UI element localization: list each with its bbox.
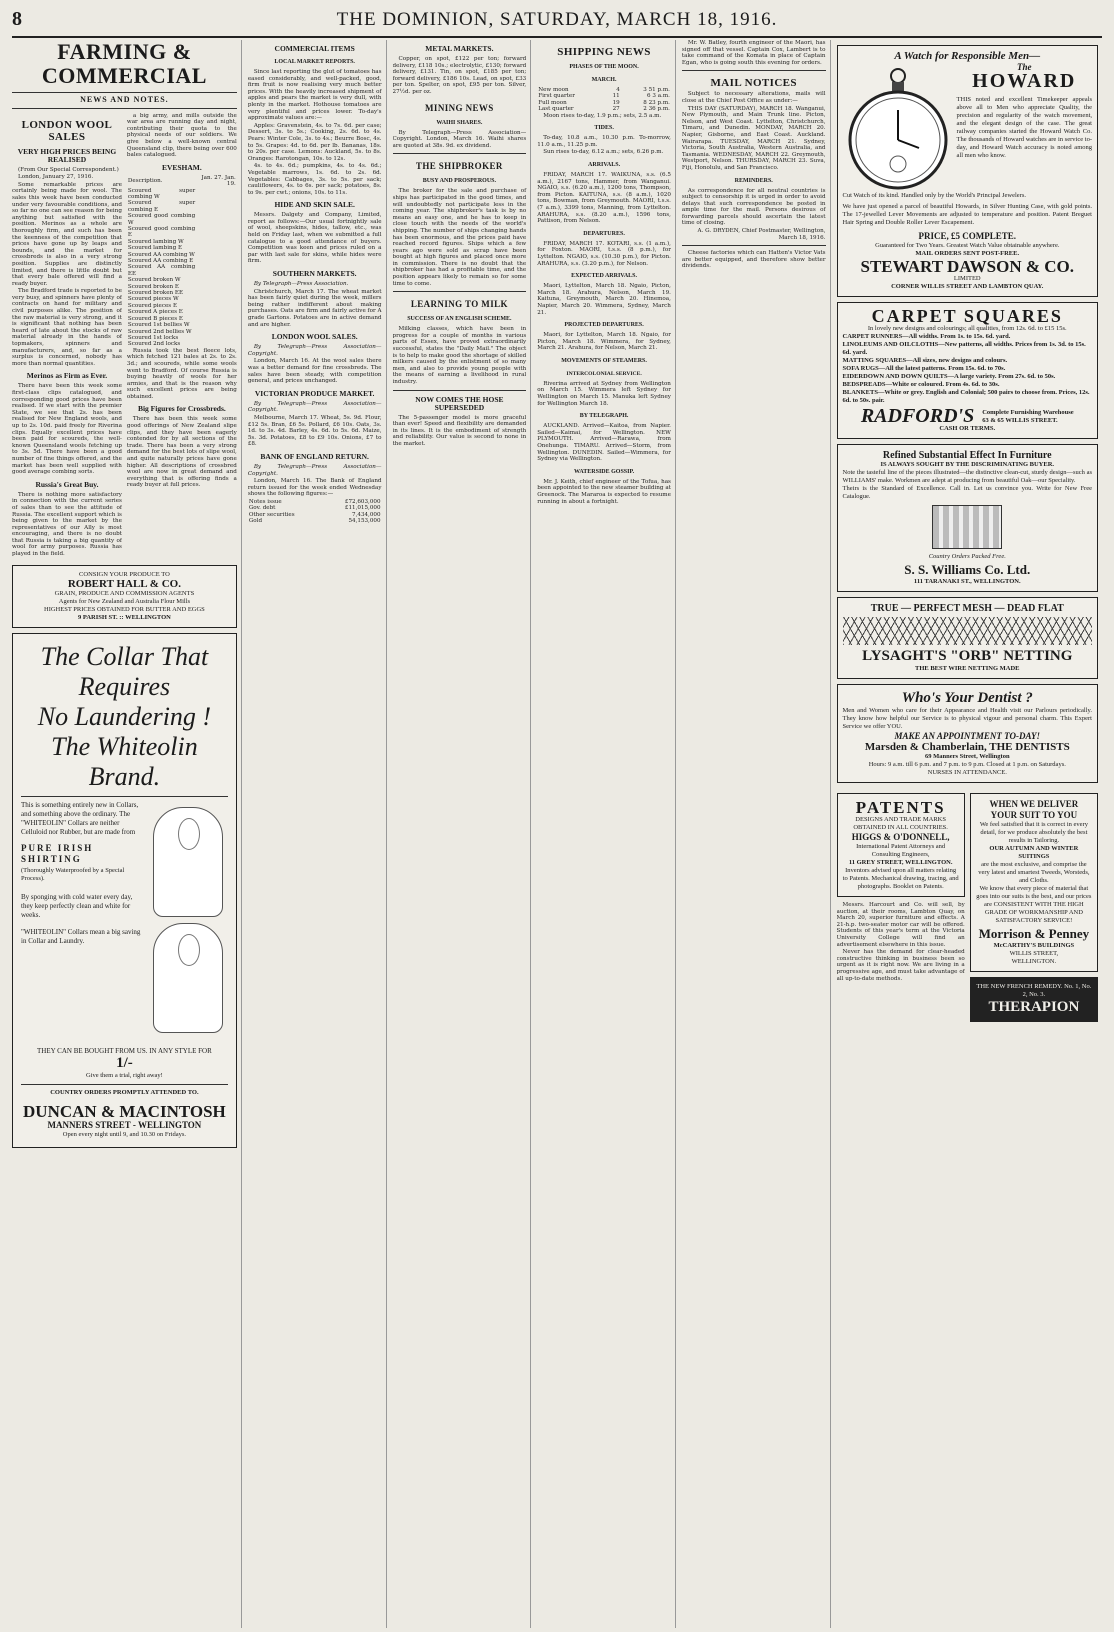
tides-body: To-day, 10.8 a.m., 10.30 p.m. To-morrow, 11.0 a.m., 11.25 p.m.: [537, 135, 671, 148]
adverts-column: [837, 40, 1102, 1628]
carpet-intro: In lovely new designs and colourings; all qualities, from 12s. 6d. to £15 15s.: [867, 325, 1067, 332]
moon-time: 6 3 a.m.: [647, 93, 670, 100]
hides-headline: HIDE AND SKIN SALE.: [274, 200, 355, 210]
carpet-line-1: CARPET RUNNERS—All widths. From 1s. to 15s. 6d. yard.: [842, 333, 1011, 340]
tailor-place: McCARTHY'S BUILDINGS: [993, 942, 1075, 949]
howard-the: The: [1017, 62, 1032, 72]
dentist-nurses: NURSES IN ATTENDANCE.: [927, 769, 1007, 776]
furniture-address: 111 TARANAKI ST., WELLINGTON.: [913, 578, 1021, 585]
tailor-city: WELLINGTON.: [1011, 958, 1057, 965]
furniture-country: Country Orders Packed Free.: [928, 553, 1006, 560]
column-2: [248, 40, 387, 1628]
bank-row-label: Other securities: [248, 511, 295, 518]
bank-row: [248, 518, 382, 524]
patents-line-2: International Patent Attorneys and Consulting Engineers,: [856, 843, 946, 858]
bank-row-label: Gov. debt: [248, 505, 276, 512]
victorian-body: Melbourne, March 17. Wheat, 5s. 9d. Flour, £12 5s. Bran, £6 5s. Pollard, £6 10s. Oats, 3s. 1d. to 3s. 4d. Barley, 4s. 6d. to 5s. 6d. Maize, 5s. 3d. Potatoes, £8 to £9 10s. Onions, £7 to £8.: [247, 414, 382, 448]
wool-sales-article: [12, 113, 122, 559]
collar-title-3: The Whiteolin Brand.: [51, 731, 198, 791]
furniture-sub: IS ALWAYS SOUGHT BY THE DISCRIMINATING BUYER.: [880, 461, 1055, 468]
howard-company: STEWART DAWSON & CO.: [860, 257, 1075, 276]
wool-row-label: Scoured broken W: [127, 277, 181, 284]
carpet-line-2: LINOLEUMS AND OILCLOTHS—New patterns, all widths. Prices from 1s. 3d. to 15s. 6d. yard.: [842, 341, 1086, 356]
carpet-line-3: MATTING SQUARES—All sizes, new designs and colours.: [842, 357, 1008, 364]
col6-news-never: Never has the demand for clear-headed constructive thinking in business been so urgent as it is right now. We are living in a progressive age, and must take advantage of all up-to-date methods.: [836, 949, 965, 982]
departures-headline: DEPARTURES.: [583, 230, 625, 237]
local-reports-subhead: LOCAL MARKET REPORTS.: [274, 59, 355, 65]
bank-row-value: 54,153,000: [348, 518, 381, 525]
howard-corner: CORNER WILLIS STREET AND LAMBTON QUAY.: [891, 283, 1044, 290]
cheese-body: Cheese factories which can Hatten's Victor Vats are better equipped, and therefore show better dividends.: [681, 250, 826, 270]
london-wool-headline: LONDON WOOL SALES.: [271, 332, 358, 342]
howard-range: We have just opened a parcel of beautiful Howards, in Silver Hunting Case, with gold points. The 17-jewelled Lever Movements are adjusted to temperature and position. Patent Breguet Hair Spring and Double Roller Lever Escapement.: [842, 203, 1092, 226]
tailor-range: OUR AUTUMN AND WINTER SUITINGS: [989, 845, 1079, 860]
mining-body: By Telegraph—Press Association—Copyright. London, March 16. Waihi shares are quoted at 38s. 9d. ex dividend.: [392, 129, 527, 149]
pocket-watch-icon: [843, 62, 953, 192]
hose-body: The 5-passenger model is more graceful than ever! Speed and flexibility are demanded in its lines. It is the embodiment of strength and reliability. Our value is second to none in the market.: [392, 414, 527, 447]
shipping-headline: SHIPPING NEWS: [557, 46, 651, 58]
furniture-headline: Refined Substantial Effect In Furniture: [882, 450, 1052, 461]
hose-headline: NOW COMES THE HOSE SUPERSEDED: [415, 394, 504, 412]
commercial-headline: COMMERCIAL ITEMS: [274, 44, 355, 53]
wool-row: [127, 200, 237, 213]
bank-row-value: 7,434,000: [352, 511, 381, 518]
dentist-hours: Hours: 9 a.m. till 6 p.m. and 7 p.m. to 9 p.m. Closed at 1 p.m. on Saturdays.: [868, 761, 1066, 768]
wool-row: [127, 245, 237, 251]
consign-ad: [12, 565, 237, 628]
howard-limited: LIMITED: [953, 275, 981, 282]
netting-headline: TRUE — PERFECT MESH — DEAD FLAT: [870, 603, 1064, 614]
wool-row-label: Scoured AA combing W: [127, 251, 195, 258]
arrivals-body: FRIDAY, MARCH 17. WAIKUNA, s.s. (6.5 a.m.), 2167 tons, Hammer, from Wanganui. NGAIO, s.s. (6.20 a.m.), 1200 tons, Thompson, from Picton. KAITUNA, s.s. (8 a.m.), 1020 tons, Bowman, from Greymouth. MAORI, t.s.s. (7 a.m.), 3399 tons, Manning, from Lyttelton. ARAHURA, s.s. (8.20 a.m.), 1596 tons, Pattison, from Nelson.: [537, 172, 671, 225]
moon-note: Moon rises to-day, 1.9 p.m.; sets, 2.5 a.m.: [543, 112, 662, 119]
wool-row-label: Scoured 1st locks: [127, 334, 179, 341]
wool-row-label: Scoured AA combing E: [127, 258, 194, 265]
wool-row: [127, 213, 237, 226]
merinos-subhead: Merinos as Firm as Ever.: [26, 371, 108, 381]
arrivals-headline: ARRIVALS.: [588, 162, 621, 168]
patents-ad: [837, 793, 965, 897]
sun-note: Sun rises to-day, 6.12 a.m.; sets, 6.26 p.m.: [543, 149, 664, 156]
reminders-body: As correspondence for all neutral countries is subject to censorship it is urged in order to avoid delays that such correspondence be posted in ample time for the mail. Persons desirous of forwarding parcels should ascertain the latest time of closing.: [681, 187, 826, 227]
wool-row-label: Scoured AA combing EE: [127, 264, 196, 277]
collar-street: MANNERS STREET - WELLINGTON: [47, 1119, 202, 1130]
patents-line-3: Inventors advised upon all matters relating to Patents. Mechanical drawing, tracing, and photographs. Booklet on Patents.: [842, 867, 959, 890]
therapion-line: THE NEW FRENCH REMEDY. No. 1, No. 2, No. 3.: [976, 983, 1092, 998]
howard-price: PRICE, £5 COMPLETE.: [918, 231, 1017, 241]
column-5: [682, 40, 831, 1628]
milk-headline: LEARNING TO MILK: [410, 299, 508, 310]
carpet-ad: [837, 302, 1098, 439]
farming-subhead: NEWS AND NOTES.: [80, 95, 169, 104]
dateline: London, January 27, 1916.: [18, 174, 94, 181]
moon-day: 27: [612, 106, 620, 113]
moon-headline: PHASES OF THE MOON.: [569, 64, 639, 70]
dentist-appointment: MAKE AN APPOINTMENT TO-DAY!: [894, 731, 1040, 741]
consign-line2: GRAIN, PRODUCE AND COMMISSION AGENTS: [54, 589, 195, 597]
local-reports-body: Since last reporting the glut of tomatoes has eased considerably, and well-packed, good, firm fruit is now realising very much better prices. With the heavily increased shipment of apples and pears the market is very dull, with plenty in the market. Hothouse tomatoes are very plentiful and prices lower. To-day's approximate values are:—: [247, 69, 382, 122]
wool-row-label: Scoured pieces E: [127, 302, 178, 309]
evesham-desc: Description.: [127, 177, 163, 184]
bank-row-label: Notes issue: [248, 498, 282, 505]
dentist-company: Marsden & Chamberlain, THE DENTISTS: [864, 741, 1070, 753]
bank-row-value: £11,015,000: [344, 505, 381, 512]
big-figures-body: There has been this week some good offerings of New Zealand slipe clips, and they have been eagerly contended for by all sections of the trade. There has been a very strong demand for the best lots of slipe wool, and quite naturally prices have gone higher. All descriptions of crossbred wool are now in great demand and everything that is offering finds a ready buyer at full prices.: [126, 416, 237, 489]
column-3: [393, 40, 532, 1628]
wool-row-label: Scoured super combing E: [127, 200, 196, 213]
mail-intro: Subject to necessary alterations, mails will close at the Chief Post Office as under:—: [681, 91, 826, 104]
collar-saving: "WHITEOLIN" Collars mean a big saving in Collar and Laundry.: [21, 927, 141, 945]
wool-sales-subhead: VERY HIGH PRICES BEING REALISED: [17, 146, 117, 164]
collar-material-note: (Thoroughly Waterproofed by a Special Process).: [21, 866, 125, 882]
bank-table: [248, 499, 382, 525]
col5-intro: Mr. W. Batley, fourth engineer of the Maori, has signed off that vessel. Captain Cox, Lambert is to take command of the Komata in place of Captain Egan, who is going south this evening for orders.: [681, 40, 826, 66]
col2-body: Russia took the best fleece lots, which fetched 121 bales at 2s. to 2s. 3d.; and scoureds, while some wools went to Bradford. Of course Russia is buying heavily of wools for her armies, and that is the reason why such excellent prices are being obtained.: [126, 347, 237, 400]
wool-row-label: Scoured good combing E: [127, 226, 196, 239]
masthead-title: THE DOMINION, SATURDAY, MARCH 18, 1916.: [336, 9, 778, 30]
consign-line4: HIGHEST PRICES OBTAINED FOR BUTTER AND EGGS: [44, 605, 205, 613]
merinos-body: There have been this week some first-class clips catalogued, and corresponding good prices have been realised. If we start with the premier State, we see that 2s. has been realised for New England wools, and up to 2s. 10d. paid freely for Riverina clips. Equally excellent prices have been paid for scoureds, the well-known Queensland wools fetching up to 3s. 5d. There have been a good number of fine things offered, and the market has been well supplied with good average combing sorts.: [12, 383, 122, 476]
howard-body: THIS noted and excellent Timekeeper appeals above all to Men who appreciate Quality, the precision and regularity of the watch movement, and the elegant design of the case. The great railway companies started the Howard Watch Co. The thousands of Howard watches are in service to-day, and Howard Watch accuracy is noted among all men who know.: [956, 96, 1092, 159]
moon-phase: Last quarter: [538, 106, 574, 113]
furniture-ad: [837, 444, 1098, 592]
bank-body: London, March 16. The Bank of England return issued for the week ended Wednesday shows the following figures:—: [247, 478, 382, 498]
expected-headline: EXPECTED ARRIVALS.: [571, 273, 638, 280]
collar-illustration-2: [153, 923, 223, 1033]
collar-trial: Give them a trial, right away!: [85, 1071, 163, 1079]
wool-body-1: Some remarkable prices are certainly being made for wool. The sales this week have been conducted under very favourable conditions, and so far no one can see reason for being anything but satisfied with the position. Merinos as a whole are thoroughly firm, and such has been the keenness of the competition that prices have gone up by leaps and bounds, and the market for crossbreds is also in a very strong position. Supplies are distinctly limited, and there is little doubt but that every bale offered will find a ready buyer.: [12, 181, 122, 287]
wool-row: [127, 329, 237, 335]
page-number: 8: [12, 8, 22, 30]
masthead: [12, 8, 1102, 38]
gossip-body: Mr. J. Keith, chief engineer of the Tofua, has been appointed to the new steamer building at Greenock. The Mararoa is expected to resume running in about a fortnight.: [537, 478, 671, 505]
wool-row-label: Scoured broken E: [127, 283, 179, 290]
moon-day: 4: [616, 87, 620, 93]
correspondent-line: (From Our Special Correspondent.): [18, 166, 119, 173]
furniture-body: Note the tasteful line of the pieces illustrated—the distinctive clean-cut, sturdy design—such as WILLIAMS' make. Workmen are adept at producing from beautiful Oak—our Speciality.: [842, 469, 1092, 484]
columns: [12, 40, 1102, 1628]
wool-row-label: Scoured B pieces E: [127, 315, 183, 322]
bank-row-label: Gold: [248, 518, 263, 525]
wool-row: [127, 264, 237, 277]
tides-headline: TIDES.: [594, 125, 614, 132]
departures-body: FRIDAY, MARCH 17. KOTARI, s.s. (1 a.m.), for Foxton. MAORI, t.s.s. (8 p.m.), for Lyttelton. NGAIO, s.s. (10.30 p.m.), for Picton. ARAHURA, s.s. (3.20 p.m.), for Nelson.: [537, 240, 671, 267]
reminders-headline: REMINDERS.: [734, 177, 773, 184]
patents-headline: PATENTS: [855, 798, 946, 817]
tailor-ad: [970, 793, 1098, 972]
netting-company: LYSAGHT'S "ORB" NETTING: [862, 648, 1073, 664]
col3-intro: 4s. to 4s. 6d.; pumpkins, 4s. to 4s. 6d.; Vegetable marrows, 1s. 6d. to 2s. 6d. Vegetables: Cabbages, 3s. to 5s. per sack; cauliflowers, 4s. to 6s. per sack; potatoes, 8s. to 9s. per cwt.; onions, 10s. to 11s.: [247, 163, 382, 196]
dentist-address: 69 Manners Street, Wellington: [924, 753, 1010, 760]
bank-row-value: £72,603,000: [344, 498, 381, 505]
milk-sub: SUCCESS OF AN ENGLISH SCHEME.: [407, 316, 512, 323]
wool-row-label: Scoured 2nd locks: [127, 341, 181, 348]
therapion-brand: THERAPION: [988, 999, 1080, 1015]
howard-caption: Cut Watch of its kind. Handled only by the World's Principal Jewelers.: [842, 192, 1027, 199]
expected-body: Maori, Lyttelton, March 18. Ngaio, Picton, March 18. Arahura, Nelson, March 19. Kaituna, Greymouth, March 20. Hinemoa, Napier, March 20. Wimmera, Sydney, March 21.: [537, 283, 671, 316]
wool-row: [127, 309, 237, 315]
tailor-headline: WHEN WE DELIVER YOUR SUIT TO YOU: [989, 799, 1079, 820]
collar-price: 1/-: [116, 1054, 133, 1071]
wool-row-label: Scoured broken EE: [127, 290, 184, 297]
mining-headline: MINING NEWS: [425, 102, 494, 113]
moon-time: 2 36 p.m.: [643, 106, 670, 113]
tailor-know: We know that every piece of material that goes into our suits is the best, and our prices are CONSISTENT WITH THE HIGH GRADE OF WORKMANSHIP AND SATISFACTORY SERVICE!: [976, 885, 1092, 924]
telegraph-headline: BY TELEGRAPH.: [579, 413, 629, 420]
wire-netting-illustration: [843, 617, 1092, 645]
bank-headline: BANK OF ENGLAND RETURN.: [260, 451, 369, 461]
mining-sub: WAIHI SHARES.: [436, 119, 483, 126]
moon-time: 8 23 p.m.: [643, 99, 670, 106]
wool-row-label: Scoured good combing W: [127, 213, 196, 226]
collar-body: This is something entirely new in Collars, and something above the ordinary. The "WHITEOLIN" Collars are neither Celluloid nor Rubber, but are made from: [21, 800, 139, 836]
london-wool-sub: By Telegraph—Press Association—Copyright.: [247, 344, 382, 357]
radfords-terms: CASH OR TERMS.: [939, 425, 996, 432]
wool-row-label: Scoured 2nd bellies W: [127, 328, 192, 335]
evesham-date: Jan. 27. Jan. 19.: [201, 174, 236, 188]
collar-material: PURE IRISH SHIRTING: [21, 842, 94, 864]
bookcase-illustration: [932, 505, 1002, 549]
dentist-body: Men and Women who care for their Appearance and Health visit our Parlours periodically. They know how helpful our Service is to physical vigour and personal charm. This Expert Service we offer YOU.: [842, 707, 1092, 730]
patents-line-1: DESIGNS AND TRADE MARKS OBTAINED IN ALL COUNTRIES.: [853, 816, 948, 831]
wool-row-label: Scoured lambing E: [127, 245, 183, 252]
big-figures-subhead: Big Figures for Crossbreds.: [137, 404, 226, 414]
radfords-logo: RADFORD'S: [860, 405, 975, 427]
howard-headline: A Watch for Responsible Men—: [894, 50, 1041, 62]
moon-time: 3 51 p.m.: [643, 87, 670, 93]
collar-body-2: By sponging with cold water every day, they keep perfectly clean and white for weeks.: [21, 892, 133, 919]
london-wool-body: London, March 16. At the wool sales there was a better demand for fine crossbreds. The sales have been steady, with competition general, and prices unchanged.: [247, 358, 382, 385]
moon-day: 11: [612, 93, 620, 100]
southern-headline: SOUTHERN MARKETS.: [272, 269, 357, 279]
projected-body: Maori, for Lyttelton, March 18. Ngaio, for Picton, March 18. Wimmera, for Sydney, March 21. Arahura, for Nelson, March 21.: [537, 332, 671, 352]
wool-sales-headline: LONDON WOOL SALES: [21, 118, 113, 143]
bank-sub: By Telegraph—Press Association—Copyright.: [247, 463, 382, 477]
col6-news: [837, 902, 965, 982]
dentist-ad: [837, 684, 1098, 783]
postmaster-signature: A. G. DRYDEN, Chief Postmaster, Wellington, March 18, 1916.: [697, 228, 826, 241]
metal-body: Copper, on spot, £122 per ton; forward delivery, £118 10s.; electrolytic, £130; forward delivery, £131. Tin, on spot, £185 per ton; forward delivery, £186 10s. Lead, on spot, £33 per ton. Spelter, on spot, £95 per ton. Silver, 27½d. per oz.: [392, 56, 527, 95]
dentist-headline: Who's Your Dentist ?: [901, 690, 1033, 706]
wool-row-label: Scoured lambing W: [127, 238, 184, 245]
hides-body: Messrs. Dalgety and Company, Limited, report as follows:—Our usual fortnightly sale of wool, sheepskins, hides, tallow, etc., was held on Friday last, when we submitted a full catalogue to a good attendance of buyers. Competition was keen and prices ruled on a par with last sale for skins, while hides were firm.: [247, 212, 382, 265]
col6-news-body: Messrs. Harcourt and Co. will sell, by auction, at their rooms, Lambton Quay, on March 20, superior furniture and effects. A 21-h.p. two-seater motor car will be offered. Students of this year's term at the Victoria University College will find an advertisement elsewhere in this issue.: [836, 902, 965, 948]
moon-month: MARCH.: [591, 77, 617, 83]
wool-row: [127, 188, 237, 201]
collar-shop: DUNCAN & MACINTOSH: [23, 1101, 226, 1121]
shipbroker-body: The broker for the sale and purchase of ships has participated in the good times, and will undoubtedly not participate less in the coming year. The shipbroker's task is by no means an easy one, and he has to keep in close touch with the needs of the world's shipping. The number of ships changing hands has been enormous, and the prices paid have reached record figures. Ships which a few years ago were sold as scrap have been bought at high figures and placed once more in commission. There is no doubt that the shipbroker has had a profitable time, and the position appears likely to remain so for some time to come.: [392, 188, 527, 287]
victorian-sub: By Telegraph—Press Association—Copyright.: [247, 400, 382, 414]
moon-phase: First quarter: [538, 93, 575, 100]
col2-intro: a big army, and mills outside the war area are running day and night, contributing their quota to the physical needs of our soldiers. We give below a well-known central Queensland clip, there being over 600 bales catalogued.: [126, 112, 237, 159]
tailor-street: WILLIS STREET,: [1009, 950, 1059, 957]
projected-headline: PROJECTED DEPARTURES.: [564, 322, 644, 329]
consign-line3: Agents for New Zealand and Australia Flour Mills: [58, 597, 191, 605]
wool-row-label: Scoured pieces W: [127, 296, 179, 303]
carpet-line-6: BEDSPREADS—White or coloured. From 4s. 6d. to 30s.: [842, 381, 1000, 388]
victorian-headline: VICTORIAN PRODUCE MARKET.: [254, 388, 375, 398]
russia-subhead: Russia's Great Buy.: [35, 479, 99, 489]
collar-illustration: [153, 807, 223, 917]
tailor-range-body: are the most exclusive, and comprise the very latest and smartest Tweeds, Worsteds, and Cloths.: [978, 861, 1090, 884]
carpet-line-4: SOFA RUGS—All the latest patterns. From 15s. 6d. to 70s.: [842, 365, 1006, 372]
wool-row: [127, 322, 237, 328]
collar-ad: [12, 633, 237, 1148]
tailor-company: Morrison & Penney: [978, 926, 1090, 941]
patents-company: HIGGS & O'DONNELL,: [851, 832, 950, 842]
mail-body: THIS DAY (SATURDAY), MARCH 18. Wanganui, New Plymouth, and Main Trunk line. Picton, Nelson, and West Coast. Lyttelton, Christchurch, Timaru, and Dunedin. MONDAY, MARCH 20. Napier, Gisborne, and East Coast. Auckland. Wairarapa. TUESDAY, MARCH 21. Sydney, Victoria, South Australia, Western Australia, and Tasmania. WEDNESDAY, MARCH 22. Greymouth, Westport, Nelson. THURSDAY, MARCH 23. Suva, Fiji, Honolulu, and San Francisco.: [681, 105, 826, 171]
wool-row: [127, 226, 237, 239]
collar-title-2: No Laundering !: [37, 701, 212, 731]
tailor-body: We feel satisfied that it is correct in every detail, for we produce absolutely the best results in Tailoring.: [979, 821, 1088, 844]
carpet-line-7: BLANKETS—White or grey. English and Colonial; 500 pairs to choose from. Prices, 12s. 6d. to 50s. pair.: [842, 389, 1090, 404]
consign-company: ROBERT HALL & CO.: [67, 577, 181, 590]
evesham-table: [127, 175, 237, 348]
russia-body: There is nothing more satisfactory in connection with the current series of sales than to see the attitude of Russia. The excellent support which is being given to the market by the representatives of our Ally is most encouraging, and there is no doubt that Russia is taking a big quantity of wool for army purposes. Russia has played in the field.: [12, 491, 122, 558]
wool-sales-continued: [127, 113, 237, 559]
collar-orders: COUNTRY ORDERS PROMPTLY ATTENDED TO.: [50, 1088, 199, 1096]
shipping-column: [537, 40, 676, 1628]
wool-row-label: Scoured A pieces E: [127, 309, 183, 316]
carpet-line-5: EIDERDOWN AND DOWN QUILTS—A large variety. From 27s. 6d. to 50s.: [842, 373, 1056, 380]
wool-row-label: Scoured 1st bellies W: [127, 322, 190, 329]
patents-address: 11 GREY STREET, WELLINGTON.: [848, 859, 953, 866]
consign-line1: CONSIGN YOUR PRODUCE TO: [79, 570, 170, 578]
farming-banner: FARMING & COMMERCIAL: [41, 40, 207, 88]
shipbroker-headline: THE SHIPBROKER: [415, 161, 503, 172]
howard-brand: HOWARD: [972, 70, 1077, 92]
radfords-tagline: Complete Furnishing Warehouse: [982, 408, 1074, 416]
furniture-company: S. S. Williams Co. Ltd.: [904, 562, 1031, 577]
mail-headline: MAIL NOTICES: [710, 77, 797, 90]
collar-hours: Open every night until 9, and 10.30 on Fridays.: [62, 1130, 187, 1138]
evesham-headline: EVESHAM.: [161, 162, 202, 172]
farming-column: [12, 40, 242, 1628]
southern-body: Christchurch, March 17. The wheat market has been fairly quiet during the week, millers being rather indifferent about making purchases. Oats are firm and fairly active for A grade Gartons. Potatoes are in active demand and are higher.: [247, 288, 382, 328]
howard-mail: MAIL ORDERS SENT POST-FREE.: [915, 250, 1020, 257]
movements-body: Riverina arrived at Sydney from Wellington on March 15. Wimmera left Sydney for Wellington on March 15. Manuka left Sydney for Wellington March 18.: [537, 380, 671, 407]
consign-address: 9 PARISH ST. :: WELLINGTON: [77, 613, 171, 621]
moon-phase: New moon: [538, 87, 569, 93]
movements-sub: INTERCOLONIAL SERVICE.: [566, 370, 642, 377]
wool-row-label: Scoured super combing W: [127, 187, 196, 200]
local-prices: Apples: Gravenstein, 4s. to 7s. 6d. per case; Dessert, 3s. to 5s.; Cooking, 2s. 6d. to 4s. Pears: Winter Cole, 3s. to 4s.; Beurre Bosc, 4s. to 5s. Grapes: 4d. to 6d. per lb. Bananas, 18s. to 20s. per case. Lemons: Auckland, 5s. to 8s. Oranges: Rarotongan, 10s. to 12s.: [247, 122, 382, 162]
wool-body-2: The Bradford trade is reported to be very busy, and spinners have plenty of contracts on hand for military and civil purposes alike. The position of the raw material is very strong, and it is significant that nothing has been heard of late about the stocks of raw material already in the hands of topmakers, spinners and manufacturers, and, so far as a surplus is concerned, nobody has more than normal quantities.: [12, 288, 122, 367]
telegraph-body: AUCKLAND. Arrived—Kaitoa, from Napier. Sailed—Kaimai, for Wellington. NEW PLYMOUTH. Arrived—Rarawa, from Onehunga. TIMARU. Arrived—Storm, from Wellington. DUNEDIN. Sailed—Wimmera, for Sydney via Wellington.: [537, 423, 671, 463]
milk-body: Milking classes, which have been in progress for a couple of months in various parts of Essex, have proved extraordinarily successful, states the "Daily Mail." The object is to help to make good the shortage of skilled milkers caused by the enlistment of so many men, and also to provide young people with the means of earning a livelihood in rural industry.: [392, 326, 527, 385]
netting-ad: [837, 597, 1098, 679]
howard-guarantee: Guaranteed for Two Years. Greatest Watch Value obtainable anywhere.: [875, 242, 1060, 249]
southern-sub: By Telegraph—Press Association.: [253, 281, 349, 288]
carpet-headline: CARPET SQUARES: [871, 306, 1063, 326]
gossip-headline: WATERSIDE GOSSIP.: [574, 468, 635, 475]
moon-table: [537, 87, 671, 113]
collar-buy: THEY CAN BE BOUGHT FROM US. IN ANY STYLE FOR: [37, 1046, 212, 1055]
furniture-call: Theirs is the Standard of Excellence. Call in. Let us convince you. Write for New Free Catalogue.: [842, 485, 1092, 500]
howard-watch-ad: [837, 45, 1098, 297]
moon-day: 19: [612, 99, 620, 106]
movements-headline: MOVEMENTS OF STEAMERS.: [561, 357, 647, 364]
moon-phase: Full moon: [538, 99, 567, 106]
collar-title-1: The Collar That Requires: [40, 641, 209, 701]
netting-tagline: THE BEST WIRE NETTING MADE: [915, 665, 1020, 672]
metal-headline: METAL MARKETS.: [425, 44, 494, 53]
shipbroker-sub: BUSY AND PROSPEROUS.: [422, 178, 497, 185]
radfords-address: 63 & 65 WILLIS STREET.: [982, 416, 1058, 424]
therapion-ad: [970, 977, 1098, 1022]
